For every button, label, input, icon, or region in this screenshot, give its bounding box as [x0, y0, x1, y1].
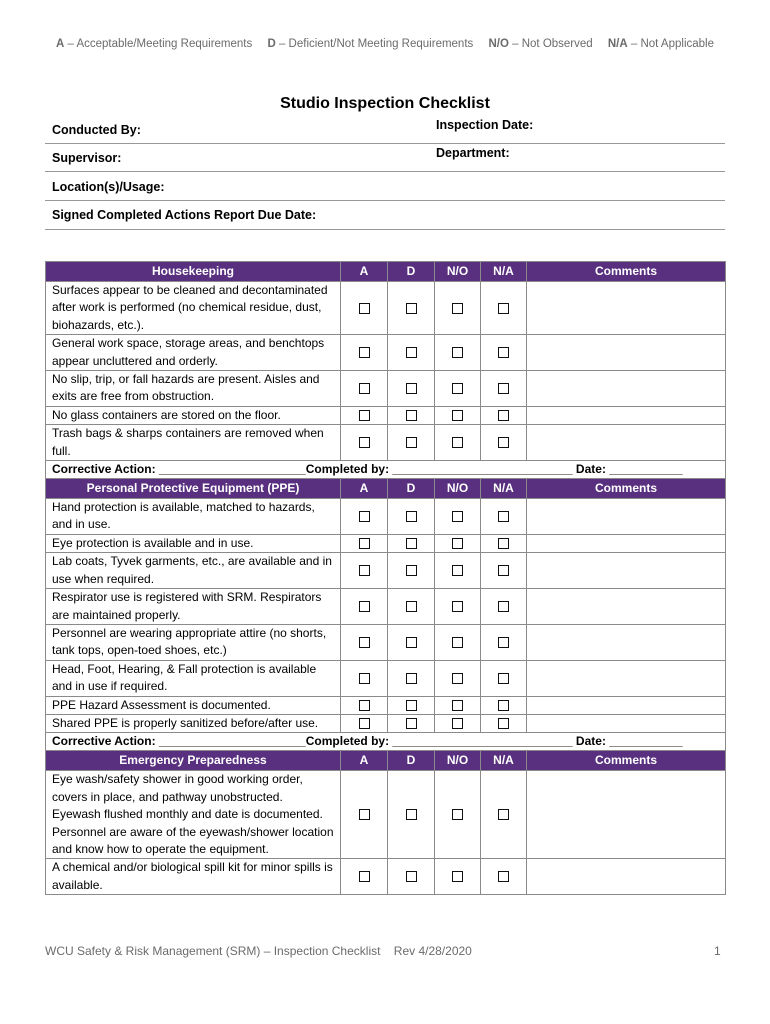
col-comments-header: Comments [527, 751, 726, 771]
comments-cell[interactable] [527, 624, 726, 660]
col-na-header: N/A [481, 479, 527, 499]
checkbox-d[interactable] [406, 410, 417, 421]
col-comments-header: Comments [527, 262, 726, 282]
info-row-conducted[interactable] [45, 115, 725, 144]
checklist-item-text: Respirator use is registered with SRM. Respirators are maintained properly. [46, 589, 341, 625]
section-header-emergency [46, 751, 726, 771]
checkbox-d[interactable] [406, 565, 417, 576]
section-title: Housekeeping [46, 262, 341, 282]
checklist-row [46, 371, 726, 407]
checklist-row [46, 282, 726, 335]
col-d-header: D [388, 751, 435, 771]
checkbox-no[interactable] [452, 565, 463, 576]
comments-cell[interactable] [527, 553, 726, 589]
checkbox-a[interactable] [359, 871, 370, 882]
comments-cell[interactable] [527, 371, 726, 407]
comments-cell[interactable] [527, 534, 726, 552]
checkbox-na[interactable] [498, 809, 509, 820]
checklist-item-text: A chemical and/or biological spill kit for minor spills is available. [46, 859, 341, 895]
checkbox-na[interactable] [498, 538, 509, 549]
checkbox-na[interactable] [498, 410, 509, 421]
checkbox-a[interactable] [359, 383, 370, 394]
corrective-action-row[interactable] [46, 733, 726, 751]
col-na-header: N/A [481, 751, 527, 771]
legend-item-d: D – Deficient/Not Meeting Requirements [267, 38, 474, 50]
col-comments-header: Comments [527, 479, 726, 499]
supervisor-label: Supervisor: [52, 151, 122, 165]
checkbox-na[interactable] [498, 601, 509, 612]
legend-item-na: N/A – Not Applicable [607, 38, 714, 50]
location-label: Location(s)/Usage: [52, 180, 165, 194]
checklist-row [46, 534, 726, 552]
checkbox-a[interactable] [359, 601, 370, 612]
comments-cell[interactable] [527, 714, 726, 732]
checkbox-na[interactable] [498, 347, 509, 358]
checkbox-no[interactable] [452, 871, 463, 882]
checkbox-a[interactable] [359, 673, 370, 684]
checkbox-no[interactable] [452, 410, 463, 421]
corrective-action-line[interactable]: Corrective Action: ______________________Completed by: ___________________________ Date: ___________ [46, 461, 726, 479]
checkbox-na[interactable] [498, 383, 509, 394]
checkbox-a[interactable] [359, 347, 370, 358]
checkbox-a[interactable] [359, 809, 370, 820]
checklist-item-text: No slip, trip, or fall hazards are present. Aisles and exits are free from obstruction. [46, 371, 341, 407]
checklist-item-text: Head, Foot, Hearing, & Fall protection is available and in use if required. [46, 660, 341, 696]
checkbox-no[interactable] [452, 637, 463, 648]
checklist-row [46, 406, 726, 424]
checklist-row [46, 696, 726, 714]
checkbox-na[interactable] [498, 303, 509, 314]
comments-cell[interactable] [527, 660, 726, 696]
checkbox-no[interactable] [452, 673, 463, 684]
checklist-row [46, 771, 726, 859]
comments-cell[interactable] [527, 335, 726, 371]
checkbox-d[interactable] [406, 871, 417, 882]
checkbox-na[interactable] [498, 511, 509, 522]
checkbox-na[interactable] [498, 673, 509, 684]
checklist-row [46, 660, 726, 696]
comments-cell[interactable] [527, 282, 726, 335]
col-no-header: N/O [435, 262, 481, 282]
info-row-location[interactable] [45, 172, 725, 201]
checkbox-na[interactable] [498, 565, 509, 576]
checklist-row [46, 499, 726, 535]
checkbox-d[interactable] [406, 303, 417, 314]
page-number: 1 [714, 944, 721, 958]
checkbox-d[interactable] [406, 437, 417, 448]
checklist-row [46, 624, 726, 660]
checkbox-a[interactable] [359, 718, 370, 729]
checklist-item-text: Personnel are wearing appropriate attire (no shorts, tank tops, open-toed shoes, etc.) [46, 624, 341, 660]
conducted-by-label: Conducted By: [52, 123, 141, 137]
checkbox-a[interactable] [359, 410, 370, 421]
rating-legend [0, 38, 770, 50]
col-no-header: N/O [435, 751, 481, 771]
comments-cell[interactable] [527, 499, 726, 535]
checklist-item-text: Eye wash/safety shower in good working order, covers in place, and pathway unobstructed. Eyewash flushed monthly and date is documented. Personnel are aware of the eyewash/shower location and know how to operate the equipment. [46, 771, 341, 859]
col-na-header: N/A [481, 262, 527, 282]
checkbox-a[interactable] [359, 700, 370, 711]
comments-cell[interactable] [527, 406, 726, 424]
checkbox-a[interactable] [359, 303, 370, 314]
checkbox-no[interactable] [452, 383, 463, 394]
inspection-date-label: Inspection Date: [436, 118, 534, 132]
col-no-header: N/O [435, 479, 481, 499]
checklist-row [46, 589, 726, 625]
section-header-ppe [46, 479, 726, 499]
checklist-row [46, 859, 726, 895]
legend-item-a: A – Acceptable/Meeting Requirements [55, 38, 253, 50]
checklist-item-text: PPE Hazard Assessment is documented. [46, 696, 341, 714]
checkbox-a[interactable] [359, 437, 370, 448]
checkbox-no[interactable] [452, 511, 463, 522]
checkbox-no[interactable] [452, 303, 463, 314]
legend-item-no: N/O – Not Observed [488, 38, 593, 50]
checkbox-d[interactable] [406, 673, 417, 684]
comments-cell[interactable] [527, 859, 726, 895]
comments-cell[interactable] [527, 589, 726, 625]
checkbox-d[interactable] [406, 601, 417, 612]
checkbox-no[interactable] [452, 437, 463, 448]
checklist-item-text: Trash bags & sharps containers are removed when full. [46, 425, 341, 461]
checklist-row [46, 425, 726, 461]
checkbox-a[interactable] [359, 511, 370, 522]
report-due-label: Signed Completed Actions Report Due Date: [52, 208, 317, 222]
checkbox-no[interactable] [452, 809, 463, 820]
checklist-item-text: Surfaces appear to be cleaned and decontaminated after work is performed (no chemical residue, dust, biohazards, etc.). [46, 282, 341, 335]
checkbox-d[interactable] [406, 809, 417, 820]
section-title: Personal Protective Equipment (PPE) [46, 479, 341, 499]
checkbox-na[interactable] [498, 700, 509, 711]
checkbox-d[interactable] [406, 538, 417, 549]
checkbox-d[interactable] [406, 383, 417, 394]
page-title: Studio Inspection Checklist [280, 95, 490, 112]
corrective-action-line[interactable]: Corrective Action: ______________________Completed by: ___________________________ Date: ___________ [46, 733, 726, 751]
checklist-row [46, 714, 726, 732]
checklist-item-text: Shared PPE is properly sanitized before/after use. [46, 714, 341, 732]
info-row-supervisor[interactable] [45, 144, 725, 172]
checklist-item-text: No glass containers are stored on the floor. [46, 406, 341, 424]
col-d-header: D [388, 479, 435, 499]
checkbox-na[interactable] [498, 871, 509, 882]
checkbox-na[interactable] [498, 718, 509, 729]
col-a-header: A [341, 262, 388, 282]
checkbox-d[interactable] [406, 637, 417, 648]
checklist-item-text: Eye protection is available and in use. [46, 534, 341, 552]
page-footer: WCU Safety & Risk Management (SRM) – Inspection Checklist Rev 4/28/2020 [45, 944, 472, 958]
checklist-item-text: General work space, storage areas, and benchtops appear uncluttered and orderly. [46, 335, 341, 371]
checkbox-no[interactable] [452, 700, 463, 711]
corrective-action-row[interactable] [46, 461, 726, 479]
checkbox-no[interactable] [452, 601, 463, 612]
info-row-report-due[interactable] [45, 201, 725, 230]
comments-cell[interactable] [527, 425, 726, 461]
section-header-housekeeping [46, 262, 726, 282]
checkbox-d[interactable] [406, 347, 417, 358]
checkbox-no[interactable] [452, 347, 463, 358]
comments-cell[interactable] [527, 696, 726, 714]
col-a-header: A [341, 479, 388, 499]
checkbox-na[interactable] [498, 637, 509, 648]
checkbox-a[interactable] [359, 538, 370, 549]
col-a-header: A [341, 751, 388, 771]
checkbox-d[interactable] [406, 511, 417, 522]
checkbox-na[interactable] [498, 437, 509, 448]
section-title: Emergency Preparedness [46, 751, 341, 771]
checkbox-d[interactable] [406, 700, 417, 711]
checkbox-a[interactable] [359, 637, 370, 648]
checkbox-d[interactable] [406, 718, 417, 729]
comments-cell[interactable] [527, 771, 726, 859]
checkbox-a[interactable] [359, 565, 370, 576]
checklist-item-text: Hand protection is available, matched to hazards, and in use. [46, 499, 341, 535]
checklist-table [45, 261, 726, 895]
checkbox-no[interactable] [452, 718, 463, 729]
checklist-item-text: Lab coats, Tyvek garments, etc., are available and in use when required. [46, 553, 341, 589]
department-label: Department: [436, 146, 510, 160]
col-d-header: D [388, 262, 435, 282]
checkbox-no[interactable] [452, 538, 463, 549]
checklist-row [46, 335, 726, 371]
checklist-row [46, 553, 726, 589]
